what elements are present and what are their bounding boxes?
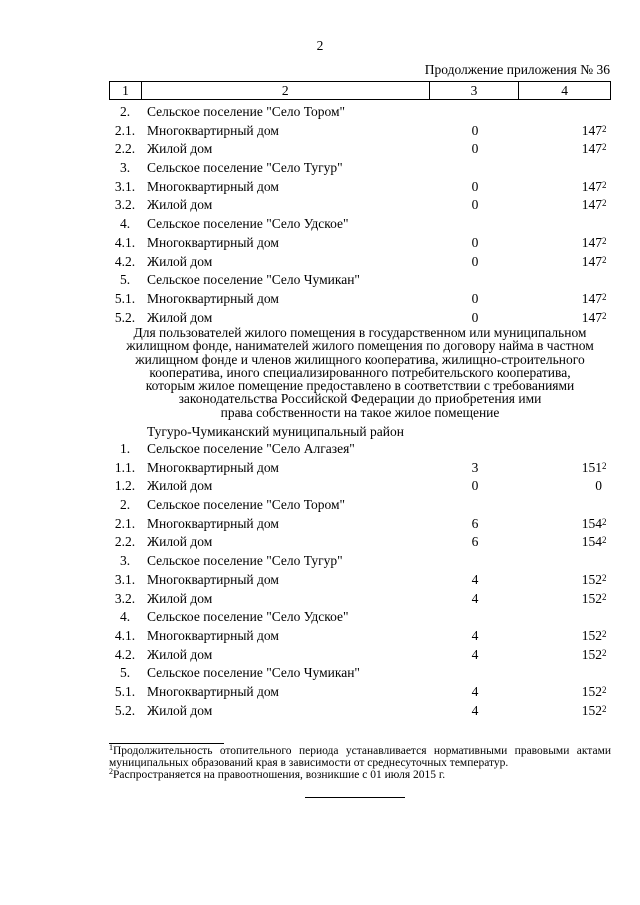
- row-col-4: [520, 290, 607, 307]
- table-row: [109, 516, 611, 535]
- row-col-3: 4: [471, 627, 479, 643]
- district-name: Тугуро-Чумиканский муниципальный район: [147, 424, 404, 439]
- row-number: 2.: [119, 497, 131, 513]
- row-number: 4.2.: [114, 646, 136, 662]
- row-number: 3.2.: [114, 590, 136, 606]
- row-number: 2.2.: [114, 141, 136, 157]
- row-col-4-value: 152: [581, 590, 602, 606]
- row-col-4: [520, 627, 607, 644]
- row-col-4: [520, 309, 607, 326]
- footnote-divider: [109, 743, 224, 744]
- row-col-4-value: 152: [581, 702, 602, 718]
- table-row: [109, 272, 611, 291]
- footnote-marker: 2: [602, 647, 607, 658]
- row-label: Многоквартирный дом: [147, 683, 279, 699]
- row-label: Жилой дом: [147, 702, 213, 718]
- table-header: [109, 81, 611, 100]
- table-row: [109, 141, 611, 160]
- footnote-marker: 2: [602, 591, 607, 602]
- end-divider: [305, 797, 405, 798]
- page-number: 2: [316, 38, 324, 53]
- row-label: Жилой дом: [147, 590, 213, 606]
- footnote: [109, 769, 611, 781]
- table-row: [109, 591, 611, 610]
- footnote-marker: 2: [602, 572, 607, 583]
- table-row: [109, 123, 611, 142]
- header-col-4: 4: [561, 83, 569, 98]
- paragraph-line: Для пользователей жилого помещения в государственном или муниципальном: [133, 325, 587, 340]
- row-number: 3.1.: [114, 571, 136, 587]
- row-col-4: [520, 253, 607, 270]
- table-row: [109, 497, 611, 516]
- continuation-caption: Продолжение приложения № 36: [424, 62, 610, 77]
- row-label: Жилой дом: [147, 141, 213, 157]
- footnote-marker: 2: [602, 291, 607, 302]
- row-col-4: [520, 141, 607, 157]
- footnote-marker: 2: [602, 254, 607, 265]
- row-col-4-value: 152: [581, 646, 602, 662]
- row-col-3: 4: [471, 683, 479, 699]
- row-label: Жилой дом: [147, 197, 213, 213]
- row-col-3: 0: [471, 478, 479, 494]
- footnotes: [109, 745, 611, 781]
- row-number: 5.: [119, 665, 131, 681]
- row-col-4-value: 152: [581, 571, 602, 587]
- row-col-4-value: 154: [581, 515, 602, 531]
- row-col-4-value: 151: [581, 459, 602, 475]
- row-col-4-value: 147: [581, 309, 602, 325]
- row-number: 1.1.: [114, 459, 136, 475]
- row-number: 4.1.: [114, 234, 136, 250]
- row-col-3: 0: [471, 141, 479, 157]
- paragraph-line: жилищном фонде, нанимателей жилого помещения по договору найма в частном: [126, 338, 594, 354]
- row-label: Многоквартирный дом: [147, 459, 279, 475]
- footnote-marker: 2: [602, 310, 607, 321]
- table-row: [109, 665, 611, 684]
- row-col-4: [520, 122, 607, 139]
- table-row: [109, 684, 611, 703]
- table-row: [109, 478, 611, 497]
- row-col-3: 4: [471, 702, 479, 718]
- row-number: 2.1.: [114, 515, 136, 531]
- footnote-marker: 2: [602, 535, 607, 546]
- row-col-4: [520, 590, 607, 607]
- paragraph-line: жилищном фонде и членов жилищного кооператива, жилищно-строительного: [135, 351, 585, 367]
- row-number: 3.: [119, 160, 131, 176]
- paragraph-line: законодательства Российской Федерации до приобретения ими: [178, 391, 542, 407]
- row-label: Многоквартирный дом: [147, 234, 279, 250]
- row-col-4: [520, 197, 607, 213]
- row-col-4-value: 147: [581, 253, 602, 269]
- row-label: Многоквартирный дом: [147, 515, 279, 531]
- table-row: [109, 703, 611, 722]
- footnote: [109, 745, 611, 769]
- table-row: [109, 254, 611, 273]
- footnote-marker: 2: [602, 142, 607, 153]
- footnote-marker: 2: [602, 123, 607, 134]
- row-col-4: [520, 178, 607, 195]
- table-row: [109, 441, 611, 460]
- table-section-1: [109, 104, 611, 328]
- row-label: Сельское поселение "Село Удское": [147, 216, 349, 232]
- row-col-4: [520, 646, 607, 663]
- row-col-3: 6: [471, 534, 479, 550]
- table-row: [109, 647, 611, 666]
- row-col-3: 4: [471, 646, 479, 662]
- row-label: Сельское поселение "Село Тором": [147, 104, 346, 119]
- footnote-text: Продолжительность отопительного периода устанавливается нормативными правовыми актами муниципальных образований края в зависимости от среднесуточных температур.: [109, 745, 611, 769]
- row-number: 1.: [119, 441, 131, 456]
- row-col-4-value: 147: [581, 141, 602, 157]
- table-section-2: [109, 441, 611, 721]
- table-row: [109, 553, 611, 572]
- table-row: [109, 460, 611, 479]
- footnote-marker: 2: [602, 703, 607, 714]
- table-row: [109, 179, 611, 198]
- row-col-4-value: 154: [581, 534, 602, 550]
- row-number: 1.2.: [114, 478, 136, 494]
- row-col-4: [520, 702, 607, 719]
- row-number: 5.2.: [114, 309, 136, 325]
- table-row: [109, 534, 611, 553]
- row-col-3: 4: [471, 590, 479, 606]
- footnote-marker: 2: [602, 198, 607, 209]
- footnote-marker: 2: [602, 628, 607, 639]
- row-label: Сельское поселение "Село Тугур": [147, 553, 343, 569]
- header-col-3: 3: [430, 82, 520, 99]
- row-label: Многоквартирный дом: [147, 178, 279, 194]
- row-label: Сельское поселение "Село Тором": [147, 497, 346, 513]
- table-row: [109, 216, 611, 235]
- row-col-4: [520, 534, 607, 550]
- row-label: Сельское поселение "Село Удское": [147, 609, 349, 625]
- category-paragraph: [108, 326, 612, 419]
- row-col-4: [520, 234, 607, 251]
- row-number: 2.2.: [114, 534, 136, 550]
- footnote-marker: 2: [602, 179, 607, 190]
- row-label: Многоквартирный дом: [147, 290, 279, 306]
- row-col-3: 3: [471, 459, 479, 475]
- row-label: Жилой дом: [147, 253, 213, 269]
- row-number: 5.1.: [114, 683, 136, 699]
- row-col-4-value: 0: [595, 478, 602, 494]
- row-number: 4.1.: [114, 627, 136, 643]
- table-row: [109, 291, 611, 310]
- row-number: 4.2.: [114, 253, 136, 269]
- footnote-mark: 2: [109, 767, 113, 776]
- row-number: 3.1.: [114, 178, 136, 194]
- row-number: 5.1.: [114, 290, 136, 306]
- row-label: Сельское поселение "Село Чумикан": [147, 665, 360, 681]
- footnote-text: Распространяется на правоотношения, возникшие с 01 июля 2015 г.: [113, 769, 446, 781]
- row-col-4-value: 152: [581, 683, 602, 699]
- row-number: 3.: [119, 553, 131, 569]
- row-col-3: 0: [471, 309, 479, 325]
- row-col-4-value: 147: [581, 290, 602, 306]
- row-col-3: 4: [471, 571, 479, 587]
- row-col-4: [520, 459, 607, 476]
- row-col-3: 6: [471, 515, 479, 531]
- row-col-3: 0: [471, 234, 479, 250]
- paragraph-line: права собственности на такое жилое помещение: [220, 404, 500, 420]
- row-label: Сельское поселение "Село Алгазея": [147, 441, 355, 456]
- row-col-3: 0: [471, 122, 479, 138]
- row-col-4-value: 147: [581, 234, 602, 250]
- paragraph-line: которым жилое помещение предоставлено в соответствии с требованиями: [145, 378, 575, 394]
- row-col-4-value: 147: [581, 178, 602, 194]
- footnote-marker: 2: [602, 235, 607, 246]
- row-label: Сельское поселение "Село Чумикан": [147, 272, 360, 288]
- row-col-4: [520, 515, 607, 532]
- table-row: [109, 197, 611, 216]
- row-label: Сельское поселение "Село Тугур": [147, 160, 343, 176]
- table-row: [109, 609, 611, 628]
- table-row: [109, 104, 611, 123]
- row-col-4: [520, 683, 607, 700]
- row-col-3: 0: [471, 197, 479, 213]
- row-col-4-value: 152: [581, 627, 602, 643]
- row-label: Многоквартирный дом: [147, 627, 279, 643]
- row-col-4: [520, 571, 607, 588]
- row-number: 2.1.: [114, 122, 136, 138]
- row-col-3: 0: [471, 290, 479, 306]
- row-label: Многоквартирный дом: [147, 571, 279, 587]
- table-row: [109, 160, 611, 179]
- footnote-mark: 1: [109, 743, 113, 752]
- row-number: 4.: [119, 216, 131, 232]
- row-number: 2.: [119, 104, 131, 119]
- table-row: [109, 628, 611, 647]
- footnote-marker: 2: [602, 460, 607, 471]
- row-label: Жилой дом: [147, 646, 213, 662]
- row-label: Многоквартирный дом: [147, 122, 279, 138]
- row-col-4-value: 147: [581, 197, 602, 213]
- row-label: Жилой дом: [147, 534, 213, 550]
- row-number: 5.: [119, 272, 131, 288]
- row-number: 5.2.: [114, 702, 136, 718]
- row-col-3: 0: [471, 253, 479, 269]
- row-number: 3.2.: [114, 197, 136, 213]
- header-col-2: 2: [142, 82, 430, 99]
- footnote-marker: 2: [602, 516, 607, 527]
- row-col-3: 0: [471, 178, 479, 194]
- header-col-1: 1: [110, 82, 142, 99]
- paragraph-line: кооператива, иного специализированного потребительского кооператива,: [149, 364, 571, 380]
- footnote-marker: 2: [602, 684, 607, 695]
- table-row: [109, 235, 611, 254]
- row-col-4: [520, 478, 602, 494]
- row-label: Жилой дом: [147, 309, 213, 325]
- row-number: 4.: [119, 609, 131, 625]
- table-row: [109, 572, 611, 591]
- row-label: Жилой дом: [147, 478, 213, 494]
- row-col-4-value: 147: [581, 122, 602, 138]
